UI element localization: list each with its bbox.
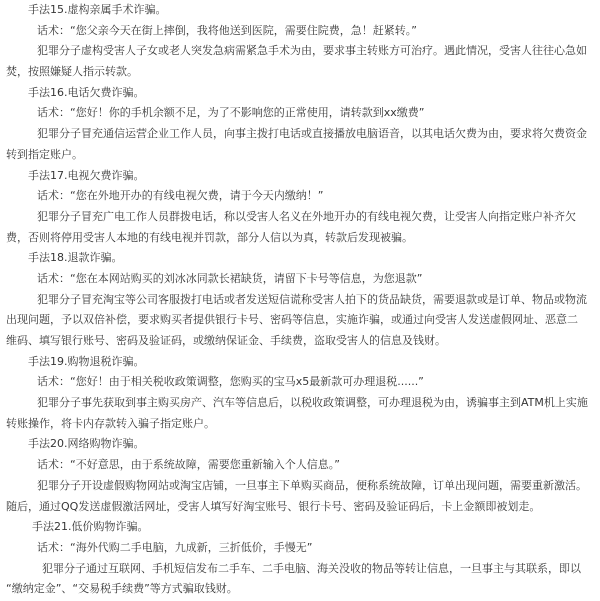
method-script: 话术：“您在本网站购买的刘冰冰同款长裙缺货，请留下卡号等信息，为您退款”	[37, 271, 423, 285]
method-section	[0, 517, 600, 600]
method-title: 手法16.电话欠费诈骗。	[28, 85, 145, 99]
method-description-line: 犯罪分子冒充通信运营企业工作人员，向事主拨打电话或直接播放电脑语音，以其电话欠费为由，要求将欠费资金	[37, 127, 587, 141]
method-section	[0, 0, 600, 83]
method-script: 话术：“您好！你的手机余额不足，为了不影响您的正常使用，请转款到xx缴费”	[37, 106, 425, 120]
method-description-line: 犯罪分子冒充广电工作人员群拨电话，称以受害人名义在外地开办的有线电视欠费，让受害人向指定账户补齐欠	[37, 209, 576, 223]
method-title: 手法17.电视欠费诈骗。	[28, 168, 145, 182]
method-script: 话术：“您好！由于相关税收政策调整，您购买的宝马x5最新款可办理退税......”	[37, 375, 424, 389]
method-description-line: 犯罪分子通过互联网、手机短信发布二手车、二手电脑、海关没收的物品等转让信息，一旦事主与其联系，即以	[42, 561, 581, 575]
method-description-line: 出现问题，予以双倍补偿，要求购买者提供银行卡号、密码等信息，实施诈骗，或通过向受害人发送虚假网址、恶意二	[6, 313, 578, 327]
method-description-line: 焚，按照嫌疑人指示转款。	[6, 65, 138, 79]
method-section	[0, 352, 600, 435]
method-section	[0, 166, 600, 249]
method-description-line: 犯罪分子事先获取到事主购买房产、汽车等信息后，以税收政策调整，可办理退税为由，诱骗事主到ATM机上实施	[37, 396, 588, 410]
method-description-line: 转到指定账户。	[6, 147, 83, 161]
method-title: 手法18.退款诈骗。	[28, 251, 123, 265]
method-description-line: 维码、填写银行账号、密码及验证码，或缴纳保证金、手续费，盗取受害人的信息及钱财。	[6, 334, 446, 347]
method-script: 话术：“海外代购二手电脑，九成新，三折低价，手慢无”	[37, 540, 313, 554]
method-script: 话术：“不好意思，由于系统故障，需要您重新输入个人信息。”	[37, 458, 340, 472]
method-title: 手法15.虚构亲属手术诈骗。	[28, 3, 167, 16]
method-section	[0, 83, 600, 166]
method-description-line: 转账操作，将卡内存款转入骗子指定账户。	[6, 416, 215, 430]
method-title: 手法19.购物退税诈骗。	[28, 354, 145, 368]
method-title: 手法20.网络购物诈骗。	[28, 437, 145, 451]
method-title: 手法21.低价购物诈骗。	[32, 520, 149, 534]
method-description-line: 犯罪分子冒充淘宝等公司客服拨打电话或者发送短信谎称受害人拍下的货品缺货，需要退款或是订单、物品或物流	[37, 292, 587, 306]
method-script: 话术：“您父亲今天在街上摔倒，我将他送到医院，需要住院费，急！赶紧转。”	[37, 23, 417, 37]
method-script: 话术：“您在外地开办的有线电视欠费，请于今天内缴纳！”	[37, 189, 324, 203]
method-description-line: 犯罪分子虚构受害人子女或老人突发急病需紧急手术为由，要求事主转账方可治疗。遇此情况，受害人往往心急如	[37, 44, 587, 58]
method-description-line: 费，否则将停用受害人本地的有线电视并罚款，部分人信以为真，转款后发现被骗。	[6, 230, 413, 244]
method-section	[0, 248, 600, 351]
method-section	[0, 434, 600, 517]
method-description-line: 随后，通过QQ发送虚假激活网址，受害人填写好淘宝账号、银行卡号、密码及验证码后，卡上金额即被划走。	[6, 499, 541, 513]
method-description-line: 犯罪分子开设虚假购物网站或淘宝店铺，一旦事主下单购买商品，便称系统故障，订单出现问题，需要重新激活。	[37, 478, 587, 492]
method-description-line: “缴纳定金”、“交易税手续费”等方式骗取钱财。	[6, 582, 238, 596]
